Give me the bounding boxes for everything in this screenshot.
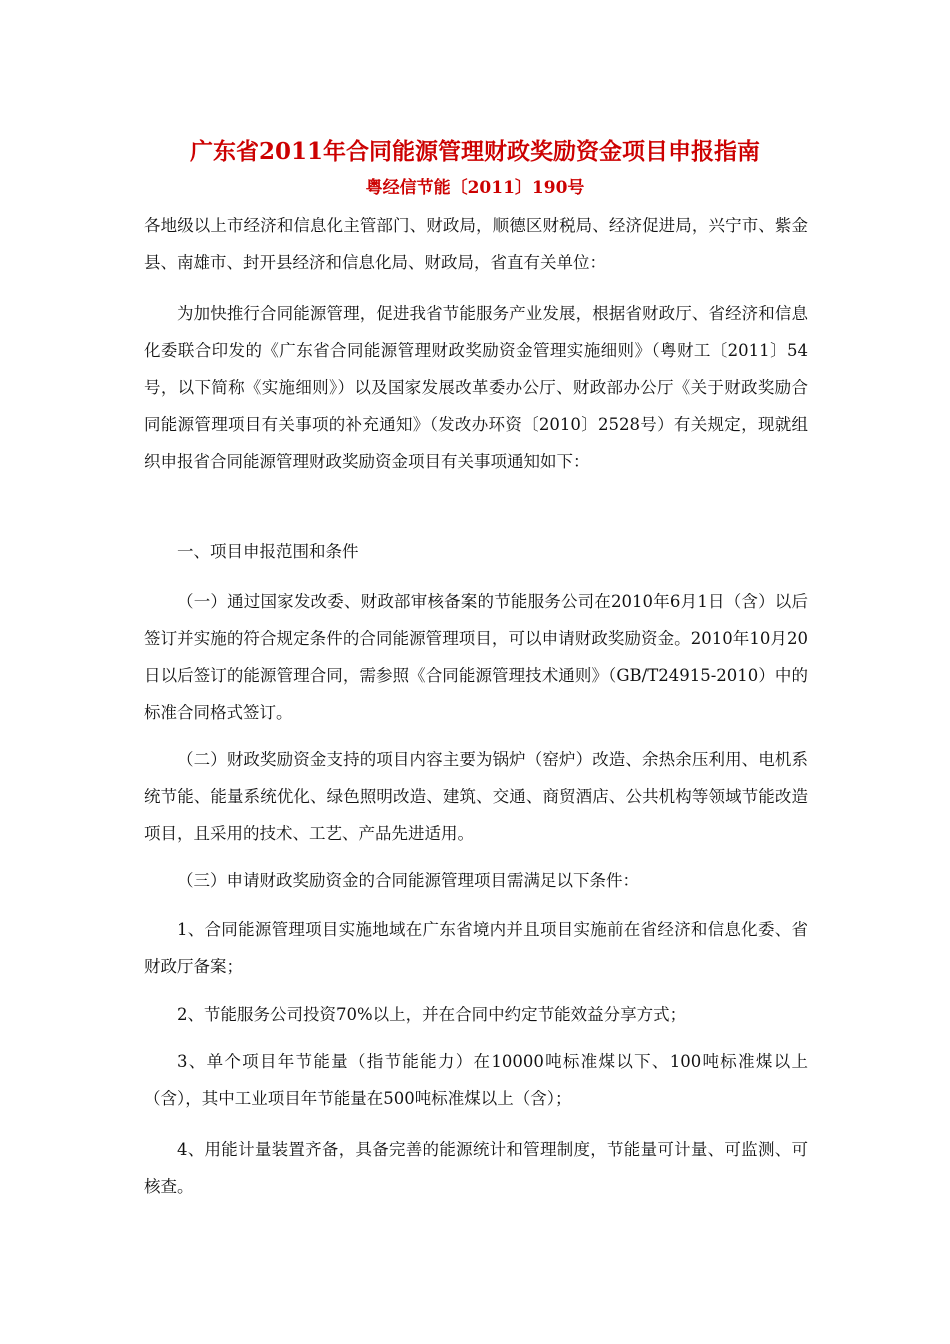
- section-heading: 一、项目申报范围和条件: [177, 542, 359, 561]
- condition-paragraph: 4、用能计量装置齐备，具备完善的能源统计和管理制度，节能量可计量、可监测、可核查。: [144, 1140, 808, 1196]
- addressee-paragraph: 各地级以上市经济和信息化主管部门、财政局，顺德区财税局、经济促进局，兴宁市、紫金县、南雄市、封开县经济和信息化局、财政局，省直有关单位：: [144, 216, 808, 272]
- intro-paragraph: 为加快推行合同能源管理，促进我省节能服务产业发展，根据省财政厅、省经济和信息化委联合印发的《广东省合同能源管理财政奖励资金管理实施细则》（粤财工〔2011〕54号，以下简称《实施细则》）以及国家发展改革委办公厅、财政部办公厅《关于财政奖励合同能源管理项目有关事项的补充通知》（发改办环资〔2010〕2528号）有关规定，现就组织申报省合同能源管理财政奖励资金项目有关事项通知如下：: [144, 304, 808, 471]
- condition-paragraph: 2、节能服务公司投资70%以上，并在合同中约定节能效益分享方式；: [177, 1005, 687, 1024]
- condition-paragraph: 1、合同能源管理项目实施地域在广东省境内并且项目实施前在省经济和信息化委、省财政厅备案；: [144, 920, 808, 976]
- item-paragraph: （二）财政奖励资金支持的项目内容主要为锅炉（窑炉）改造、余热余压利用、电机系统节能、能量系统优化、绿色照明改造、建筑、交通、商贸酒店、公共机构等领域节能改造项目，且采用的技术、工艺、产品先进适用。: [144, 750, 808, 843]
- condition-paragraph: 3、单个项目年节能量（指节能能力）在10000吨标准煤以下、100吨标准煤以上（含），其中工业项目年节能量在500吨标准煤以上（含）；: [144, 1052, 808, 1108]
- item-paragraph: （三）申请财政奖励资金的合同能源管理项目需满足以下条件：: [177, 871, 639, 890]
- document-number: 粤经信节能〔2011〕190号: [365, 178, 585, 198]
- item-paragraph: （一）通过国家发改委、财政部审核备案的节能服务公司在2010年6月1日（含）以后签订并实施的符合规定条件的合同能源管理项目，可以申请财政奖励资金。2010年10月20日以后签订的能源管理合同，需参照《合同能源管理技术通则》（GB/T24915-2010）中的标准合同格式签订。: [144, 592, 808, 722]
- document-title: 广东省2011年合同能源管理财政奖励资金项目申报指南: [189, 138, 760, 165]
